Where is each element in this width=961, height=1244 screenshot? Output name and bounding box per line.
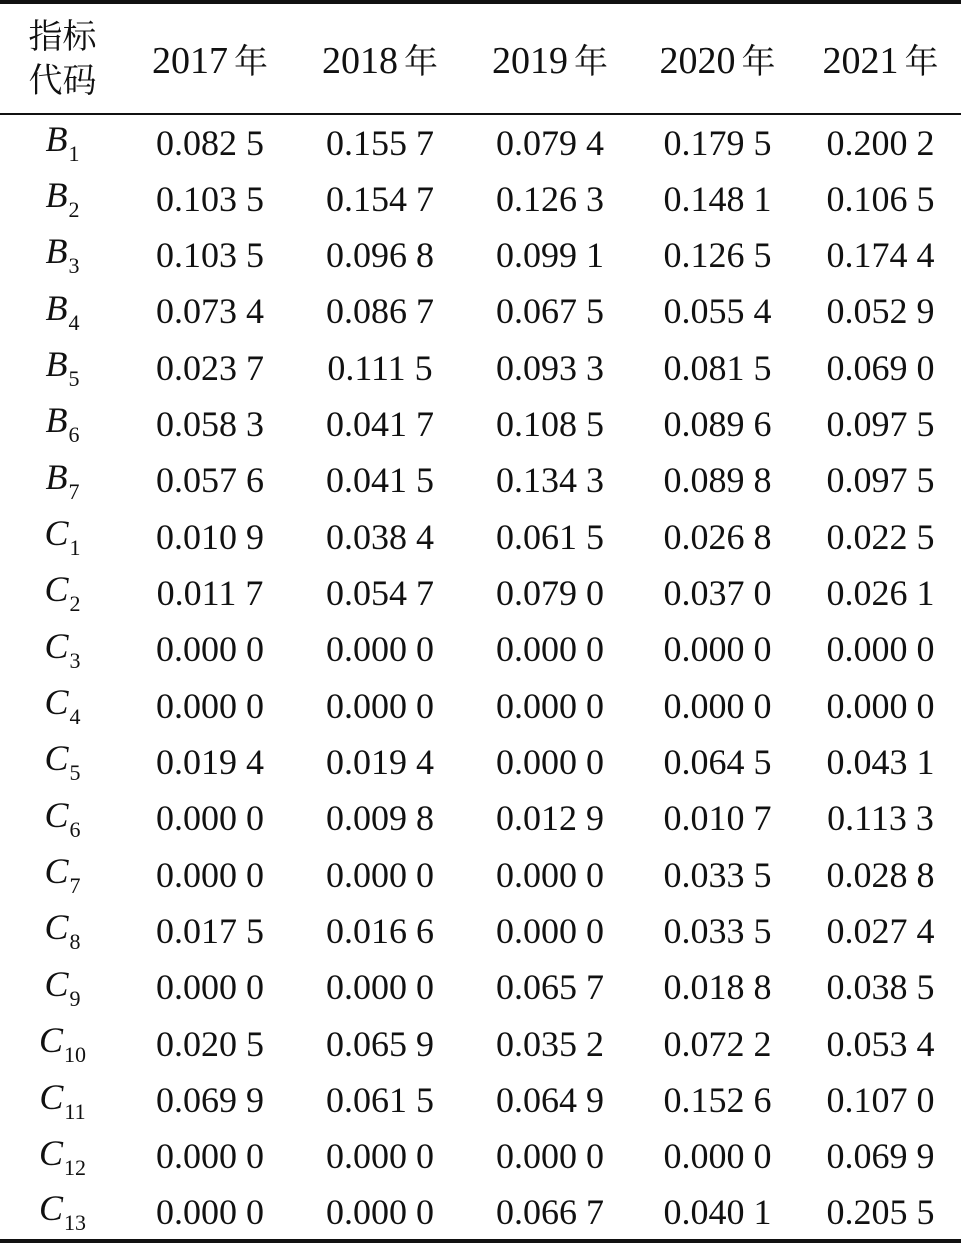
value-cell: 0.097 5 — [826, 403, 935, 444]
value-cell: 0.065 7 — [496, 967, 604, 1008]
value-cell: 0.037 0 — [663, 572, 772, 613]
indicator-code-subscript: 3 — [68, 253, 80, 279]
value-cell: 0.064 9 — [496, 1080, 604, 1121]
header-year-unit: 年 — [741, 42, 776, 82]
value-cell: 0.012 9 — [496, 798, 604, 839]
indicator-code-letter: C — [38, 1132, 63, 1173]
value-cell: 0.154 7 — [326, 178, 434, 219]
indicator-code-cell — [0, 846, 125, 902]
value-cell: 0.053 4 — [826, 1023, 935, 1064]
value-cell: 0.000 0 — [295, 1185, 465, 1241]
table-row — [0, 621, 961, 677]
header-year-number: 2021 — [822, 40, 899, 82]
value-cell: 0.019 4 — [326, 741, 434, 782]
indicator-code-letter: C — [44, 625, 69, 666]
value-cell: 0.058 3 — [156, 403, 264, 444]
value-cell: 0.072 2 — [663, 1023, 772, 1064]
header-code-line2: 代码 — [28, 60, 97, 101]
indicator-code-letter: C — [44, 513, 69, 554]
indicator-code-cell — [0, 621, 125, 677]
value-cell: 0.057 6 — [156, 460, 264, 501]
indicator-code-cell — [0, 114, 125, 170]
table-row — [0, 170, 961, 226]
table-row — [0, 396, 961, 452]
value-cell: 0.000 0 — [326, 967, 434, 1008]
value-cell: 0.041 7 — [326, 403, 434, 444]
value-cell: 0.155 7 — [326, 122, 434, 163]
indicator-code-cell — [0, 339, 125, 395]
value-cell: 0.033 5 — [663, 854, 772, 895]
indicator-code-cell — [0, 903, 125, 959]
indicator-code-subscript: 5 — [68, 366, 80, 392]
indicator-code-subscript: 9 — [69, 985, 81, 1011]
indicator-code-subscript: 2 — [69, 591, 81, 617]
header-row — [0, 2, 961, 114]
indicator-code-letter: C — [44, 794, 69, 835]
table-row — [0, 846, 961, 902]
value-cell: 0.022 5 — [826, 516, 935, 557]
indicator-code-subscript: 4 — [69, 704, 81, 730]
indicator-code-subscript: 11 — [64, 1098, 86, 1124]
value-cell: 0.081 5 — [663, 347, 772, 388]
indicator-code-subscript: 7 — [68, 478, 80, 504]
value-cell: 0.023 7 — [156, 347, 264, 388]
value-cell: 0.054 7 — [326, 572, 434, 613]
table-row — [0, 452, 961, 508]
value-cell: 0.082 5 — [156, 122, 264, 163]
indicator-code-subscript: 7 — [69, 873, 81, 899]
value-cell: 0.052 9 — [826, 291, 935, 332]
header-year-number: 2020 — [659, 40, 736, 82]
value-cell: 0.061 5 — [326, 1080, 434, 1121]
header-year-number: 2017 — [152, 40, 228, 82]
value-cell: 0.200 2 — [826, 122, 935, 163]
indicator-code-cell — [0, 452, 125, 508]
table-row — [0, 1185, 961, 1241]
indicator-code-letter: B — [45, 287, 68, 328]
indicator-code-letter: C — [44, 738, 69, 779]
value-cell: 0.205 5 — [800, 1185, 961, 1241]
table-row — [0, 1072, 961, 1128]
table-row — [0, 1016, 961, 1072]
value-cell: 0.134 3 — [496, 460, 604, 501]
indicator-code-subscript: 4 — [68, 309, 80, 335]
value-cell: 0.000 0 — [496, 629, 604, 670]
value-cell: 0.000 0 — [326, 629, 434, 670]
table-row — [0, 959, 961, 1015]
value-cell: 0.097 5 — [826, 460, 935, 501]
value-cell: 0.009 8 — [326, 798, 434, 839]
value-cell: 0.000 0 — [496, 910, 604, 951]
value-cell: 0.103 5 — [156, 178, 264, 219]
value-cell: 0.000 0 — [125, 1185, 295, 1241]
value-cell: 0.000 0 — [496, 1136, 604, 1177]
value-cell: 0.019 4 — [156, 741, 264, 782]
value-cell: 0.000 0 — [663, 1136, 772, 1177]
value-cell: 0.038 4 — [326, 516, 434, 557]
value-cell: 0.000 0 — [156, 1136, 264, 1177]
indicator-code-subscript: 8 — [69, 929, 81, 955]
value-cell: 0.000 0 — [326, 1136, 434, 1177]
value-cell: 0.055 4 — [663, 291, 772, 332]
value-cell: 0.000 0 — [826, 629, 935, 670]
header-year-unit: 年 — [574, 42, 608, 82]
value-cell: 0.069 9 — [826, 1136, 935, 1177]
indicator-code-cell — [0, 1072, 125, 1128]
value-cell: 0.000 0 — [496, 854, 604, 895]
value-cell: 0.000 0 — [326, 685, 434, 726]
value-cell: 0.010 9 — [156, 516, 264, 557]
value-cell: 0.111 5 — [327, 347, 433, 388]
value-cell: 0.073 4 — [156, 291, 264, 332]
indicator-code-cell — [0, 508, 125, 564]
value-cell: 0.089 8 — [663, 460, 772, 501]
header-year-2021 — [800, 2, 961, 114]
value-cell: 0.000 0 — [496, 685, 604, 726]
value-cell: 0.000 0 — [156, 854, 264, 895]
value-cell: 0.000 0 — [826, 685, 935, 726]
indicator-code-letter: B — [45, 119, 68, 160]
value-cell: 0.174 4 — [826, 234, 935, 275]
indicator-code-letter: C — [44, 907, 69, 948]
value-cell: 0.000 0 — [326, 854, 434, 895]
value-cell: 0.018 8 — [663, 967, 772, 1008]
value-cell: 0.038 5 — [826, 967, 935, 1008]
value-cell: 0.033 5 — [663, 910, 772, 951]
header-year-number: 2019 — [492, 40, 568, 82]
value-cell: 0.126 3 — [496, 178, 604, 219]
value-cell: 0.035 2 — [496, 1023, 604, 1064]
value-cell: 0.126 5 — [663, 234, 772, 275]
value-cell: 0.066 7 — [465, 1185, 635, 1241]
value-cell: 0.113 3 — [827, 798, 934, 839]
value-cell: 0.086 7 — [326, 291, 434, 332]
value-cell: 0.152 6 — [663, 1080, 772, 1121]
indicator-code-letter: B — [45, 400, 68, 441]
indicator-code-cell — [0, 734, 125, 790]
indicator-code-letter: C — [39, 1076, 64, 1117]
value-cell: 0.000 0 — [156, 967, 264, 1008]
value-cell: 0.089 6 — [663, 403, 772, 444]
header-year-number: 2018 — [322, 40, 398, 82]
indicator-code-cell — [0, 959, 125, 1015]
indicator-code-subscript: 5 — [69, 760, 81, 786]
indicator-code-letter: B — [45, 456, 68, 497]
header-year-2018 — [295, 2, 465, 114]
table-row — [0, 227, 961, 283]
indicator-code-subscript: 1 — [68, 141, 80, 167]
value-cell: 0.148 1 — [663, 178, 772, 219]
table-row — [0, 339, 961, 395]
table-row — [0, 283, 961, 339]
indicator-code-subscript: 10 — [64, 1042, 86, 1068]
table-row — [0, 790, 961, 846]
table-header — [0, 2, 961, 114]
value-cell: 0.000 0 — [156, 798, 264, 839]
value-cell: 0.069 9 — [156, 1080, 264, 1121]
indicator-code-subscript: 2 — [68, 197, 80, 223]
value-cell: 0.064 5 — [663, 741, 772, 782]
value-cell: 0.041 5 — [326, 460, 434, 501]
value-cell: 0.000 0 — [156, 629, 264, 670]
indicator-code-cell — [0, 396, 125, 452]
header-year-unit: 年 — [404, 42, 438, 82]
indicator-code-cell — [0, 170, 125, 226]
indicator-code-cell — [0, 790, 125, 846]
header-year-2017 — [125, 2, 295, 114]
indicator-code-letter: B — [45, 175, 68, 216]
table-row — [0, 1128, 961, 1184]
value-cell: 0.000 0 — [496, 741, 604, 782]
indicator-code-letter: C — [38, 1020, 63, 1061]
value-cell: 0.026 1 — [826, 572, 935, 613]
table-row — [0, 903, 961, 959]
value-cell: 0.179 5 — [663, 122, 772, 163]
value-cell: 0.096 8 — [326, 234, 434, 275]
value-cell: 0.028 8 — [826, 854, 935, 895]
value-cell: 0.043 1 — [826, 741, 935, 782]
table-row — [0, 565, 961, 621]
value-cell: 0.079 0 — [496, 572, 604, 613]
table-row — [0, 677, 961, 733]
indicator-code-cell — [0, 227, 125, 283]
table-row — [0, 114, 961, 170]
value-cell: 0.069 0 — [826, 347, 935, 388]
value-cell: 0.000 0 — [663, 685, 772, 726]
indicator-code-cell — [0, 1016, 125, 1072]
indicator-code-letter: C — [44, 963, 69, 1004]
value-cell: 0.093 3 — [496, 347, 604, 388]
header-year-2019 — [465, 2, 635, 114]
header-year-2020 — [635, 2, 800, 114]
indicator-code-subscript: 6 — [68, 422, 80, 448]
value-cell: 0.026 8 — [663, 516, 772, 557]
value-cell: 0.106 5 — [826, 178, 935, 219]
header-indicator-code — [0, 2, 125, 114]
indicator-code-letter: C — [44, 851, 69, 892]
header-code-line1: 指标 — [28, 16, 97, 57]
value-cell: 0.027 4 — [826, 910, 935, 951]
value-cell: 0.000 0 — [663, 629, 772, 670]
value-cell: 0.065 9 — [326, 1023, 434, 1064]
value-cell: 0.061 5 — [496, 516, 604, 557]
table-row — [0, 734, 961, 790]
indicator-code-letter: C — [44, 569, 69, 610]
indicator-code-subscript: 6 — [69, 816, 81, 842]
value-cell: 0.079 4 — [496, 122, 604, 163]
table-row — [0, 508, 961, 564]
value-cell: 0.000 0 — [156, 685, 264, 726]
indicator-code-letter: B — [45, 344, 68, 385]
value-cell: 0.017 5 — [156, 910, 264, 951]
indicator-code-subscript: 13 — [64, 1210, 86, 1236]
indicator-code-letter: C — [38, 1188, 63, 1229]
value-cell: 0.108 5 — [496, 403, 604, 444]
value-cell: 0.107 0 — [826, 1080, 935, 1121]
indicator-code-subscript: 12 — [64, 1154, 86, 1180]
value-cell: 0.099 1 — [496, 234, 604, 275]
header-year-unit: 年 — [904, 42, 939, 82]
table-body — [0, 114, 961, 1241]
value-cell: 0.103 5 — [156, 234, 264, 275]
indicator-code-cell — [0, 677, 125, 733]
value-cell: 0.011 7 — [156, 572, 264, 613]
value-cell: 0.020 5 — [156, 1023, 264, 1064]
indicator-code-cell — [0, 1185, 125, 1241]
indicator-code-subscript: 3 — [69, 647, 81, 673]
indicator-code-cell — [0, 283, 125, 339]
indicator-code-cell — [0, 565, 125, 621]
header-year-unit: 年 — [234, 42, 268, 82]
indicator-code-letter: C — [44, 682, 69, 723]
value-cell: 0.040 1 — [635, 1185, 800, 1241]
indicator-code-cell — [0, 1128, 125, 1184]
indicator-code-letter: B — [45, 231, 68, 272]
value-cell: 0.016 6 — [326, 910, 434, 951]
value-cell: 0.067 5 — [496, 291, 604, 332]
indicator-code-subscript: 1 — [69, 535, 81, 561]
value-cell: 0.010 7 — [663, 798, 772, 839]
